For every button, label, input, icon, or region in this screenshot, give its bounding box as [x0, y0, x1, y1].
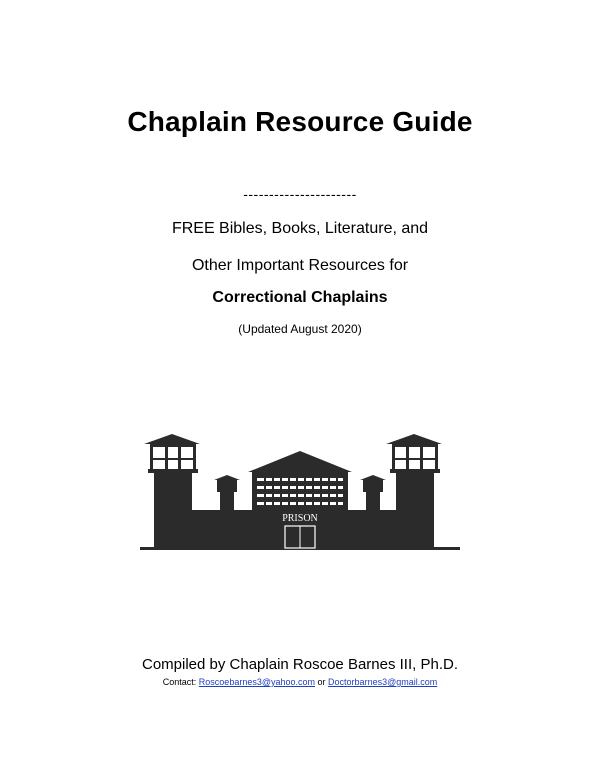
subtitle-line-1: FREE Bibles, Books, Literature, and — [171, 220, 429, 237]
separator-line: ---------------------- — [243, 186, 357, 202]
updated-date: (Updated August 2020) — [238, 322, 362, 336]
contact-label: Contact: — [162, 677, 197, 687]
compiled-by: Compiled by Chaplain Roscoe Barnes III, Ph.D. — [142, 656, 458, 673]
prison-illustration — [140, 430, 460, 560]
contact-line — [0, 677, 600, 687]
subtitle-line-2: Other Important Resources for — [191, 257, 409, 274]
prison-sign: PRISON — [282, 513, 318, 524]
subtitle-line-3: Correctional Chaplains — [212, 289, 388, 306]
contact-joiner: or — [317, 677, 326, 687]
email-link-gmail[interactable]: Doctorbarnes3@gmail.com — [328, 677, 438, 687]
email-link-yahoo[interactable]: Roscoebarnes3@yahoo.com — [198, 677, 315, 687]
document-title: Chaplain Resource Guide — [127, 106, 473, 137]
